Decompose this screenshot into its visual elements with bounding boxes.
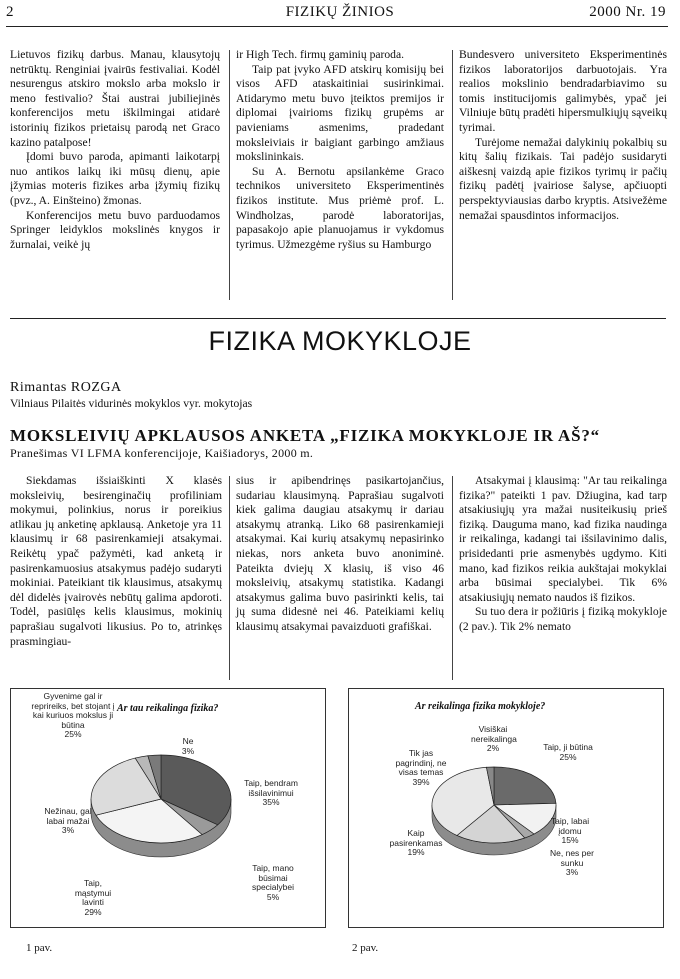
slice-label: Taip, bendram išsilavinimui 35% [244,778,298,807]
paragraph: sius ir apibendrinęs pasikartojančius, sudariau klausimyną. Paprašiau sugalvoti kiek galima daugiau atsakymų ir dariau atsakymų atranką. Liko 68 pasirenkamieji atsakymai. Kai kurių atsakymų nepasirinko niekas, nors anketa buvo anoniminė. Pateikta dviejų X klasių, iš viso 46 moksleivių, atsakymų statistika. Kadangi atsakymus galima buvo pasirinkti kelis, tai jų suma didesnė nei 46. Pateikiami kelių klausimų atsakymai pavaizduoti grafiškai. [236,474,444,633]
slice-label: Ne 3% [181,736,195,756]
chart-title: Ar reikalinga fizika mokykloje? [415,701,546,712]
top-column-2 [236,48,444,252]
column-divider [452,50,453,300]
figure-1-caption: 1 pav. [26,942,53,954]
slice-label: Gyvenime gal ir reprireiks, bet stojant į kai kuriuos mokslus ji būtina 25% [31,691,115,739]
column-divider [452,476,453,680]
article-subtitle: Pranešimas VI LFMA konferencijoje, Kaišiadorys, 2000 m. [10,446,314,460]
slice-label: Ne, nes per sunku 3% [550,848,594,877]
page-number: 2 [6,4,14,20]
column-divider [229,50,230,300]
paragraph: Su tuo dera ir požiūris į fiziką mokykloje (2 pav.). Tik 2% nemato [459,605,667,633]
article-column-2 [236,474,444,635]
paragraph: Turėjome nemažai dalykinių pokalbių su kitų šalių fizikais. Tai padėjo susidaryti aiškesnį vaizdą apie fizikos tyrimų ir pačių fizikų padėtį įvairiose šalyse, apčiuopti perspektyviausias darbo kryptis. Atsivežėme nemažai spausdintos informacijos. [459,135,667,222]
top-column-3 [459,48,667,223]
top-column-1 [10,48,220,252]
paragraph: Konferencijos metu buvo parduodamos Springer leidyklos mokslinės knygos ir žurnalai, veikė jų [10,208,220,251]
paragraph: ir High Tech. firmų gaminių paroda. [236,48,405,61]
figure-2-caption: 2 pav. [352,942,379,954]
figure-2 [348,688,664,928]
article-column-3 [459,474,667,635]
paragraph: Lietuvos fizikų darbus. Manau, klausytojų netrūktų. Renginiai įvairūs festivaliai. Kodėl nesurengus atskiro mokslo arba mokslo ir meno festivalio? Štai austrai jubiliejinės konferencijos metu iškilmingai atidarė istorinių fizikos prietaisų parodą net Graco kazino patalpose! [10,48,220,149]
column-divider [229,476,230,680]
slice-label: Kaip pasirenkamas 19% [389,828,443,857]
section-title: FIZIKA MOKYKLOJE [208,326,472,356]
article-title: MOKSLEIVIŲ APKLAUSOS ANKETA „FIZIKA MOKYKLOJE IR AŠ?“ [10,426,600,445]
slice-label: Taip, labai įdomu 15% [550,816,590,845]
journal-title: FIZIKŲ ŽINIOS [285,4,395,20]
paragraph: Įdomi buvo paroda, apimanti laikotarpį nuo antikos laikų iki mūsų dienų, apie įžymias moteris fizikes arba įžymių fizikų (pvz., A. Einšteino) žmonas. [10,150,220,207]
paragraph: Siekdamas išsiaiškinti X klasės moksleivių, besirenginačių profiliniam mokymui, polinkius, norus ir poreikius atlikau jų anketinę apklausą. Anketoje yra 11 klausimų ir 68 pasirenkamieji atsakymai. Reikėtų ypač pažymėti, kad anketą ir pasirenkamuosius atsakymus padėjo sudaryti mokiniai. Pateikiant tik klausimus, atsakymų dėl didelės įvairovės nebūtų galima apdoroti. Todėl, pasiūlęs kelis klausimus, mokinių paprašiau sugalvoti likusius. Po to, atrinkęs prasmingiau- [10,474,222,648]
pie-slice-0 [494,767,556,805]
paragraph: Taip pat įvyko AFD atskirų komisijų bei visos AFD ataskaitiniai susirinkimai. Atidarymo metu buvo įteiktos premijos ir diplomai įvairioms fizikų grupėms ar pavieniams asmenims, pradedant moksleiviais ir baigiant garbingo amžiaus mokslininkais. [236,62,444,164]
header-rule [6,26,668,27]
figure-1 [10,688,326,928]
author-affiliation: Vilniaus Pilaitės vidurinės mokyklos vyr. mokytojas [10,397,253,410]
section-rule [10,318,666,319]
slice-label: Taip, mano būsimai specialybei 5% [251,863,295,902]
slice-label: Taip, mąstymui lavinti 29% [74,878,112,917]
paragraph: Atsakymai į klausimą: "Ar tau reikalinga fizika?" pateikti 1 pav. Džiugina, kad tarp atsakiusiųjų yra mažai nusiteikusių prieš fiziką. Dauguma mano, kad fizika naudinga ir reikalinga, kadangi tai išsilavinimo dalis, prisidedanti prie asmenybės ugdymo. Kiti mano, kad fizikos reikia aukštajai mokyklai arba būsimai specialybei. Tik 6% atsakiusiųjų nemato naudos iš fizikos. [459,474,667,604]
paragraph: Su A. Bernotu apsilankėme Graco technikos universiteto Eksperimentinės fizikos institute. Mus priėmė prof. L. Windholzas, parodė laboratorijas, papasakojo apie planuojamus ir vykdomus tyrimus. Užmezgėme ryšius su Hamburgo [236,164,444,251]
issue-number: 2000 Nr. 19 [589,4,666,20]
article-column-1 [10,474,222,649]
slice-label: Taip, ji būtina 25% [543,742,593,762]
paragraph: Bundesvero universiteto Eksperimentinės fizikos laboratorijos darbuotojais. Yra realios mokslinio bendradarbiavimo su tomis institucijomis galimybės, ypač jei Vilniuje būtų pradėti hipersmulkiųjų sąveikų tyrimai. [459,48,667,134]
author-name: Rimantas ROZGA [10,380,122,395]
slice-label: Visiškai nereikalinga 2% [471,724,517,753]
slice-label: Nežinau, gal labai mažai 3% [44,806,92,835]
slice-label: Tik jas pagrindinį, ne visas temas 39% [395,748,447,787]
chart-title: Ar tau reikalinga fizika? [117,703,219,714]
page-header [0,4,680,26]
